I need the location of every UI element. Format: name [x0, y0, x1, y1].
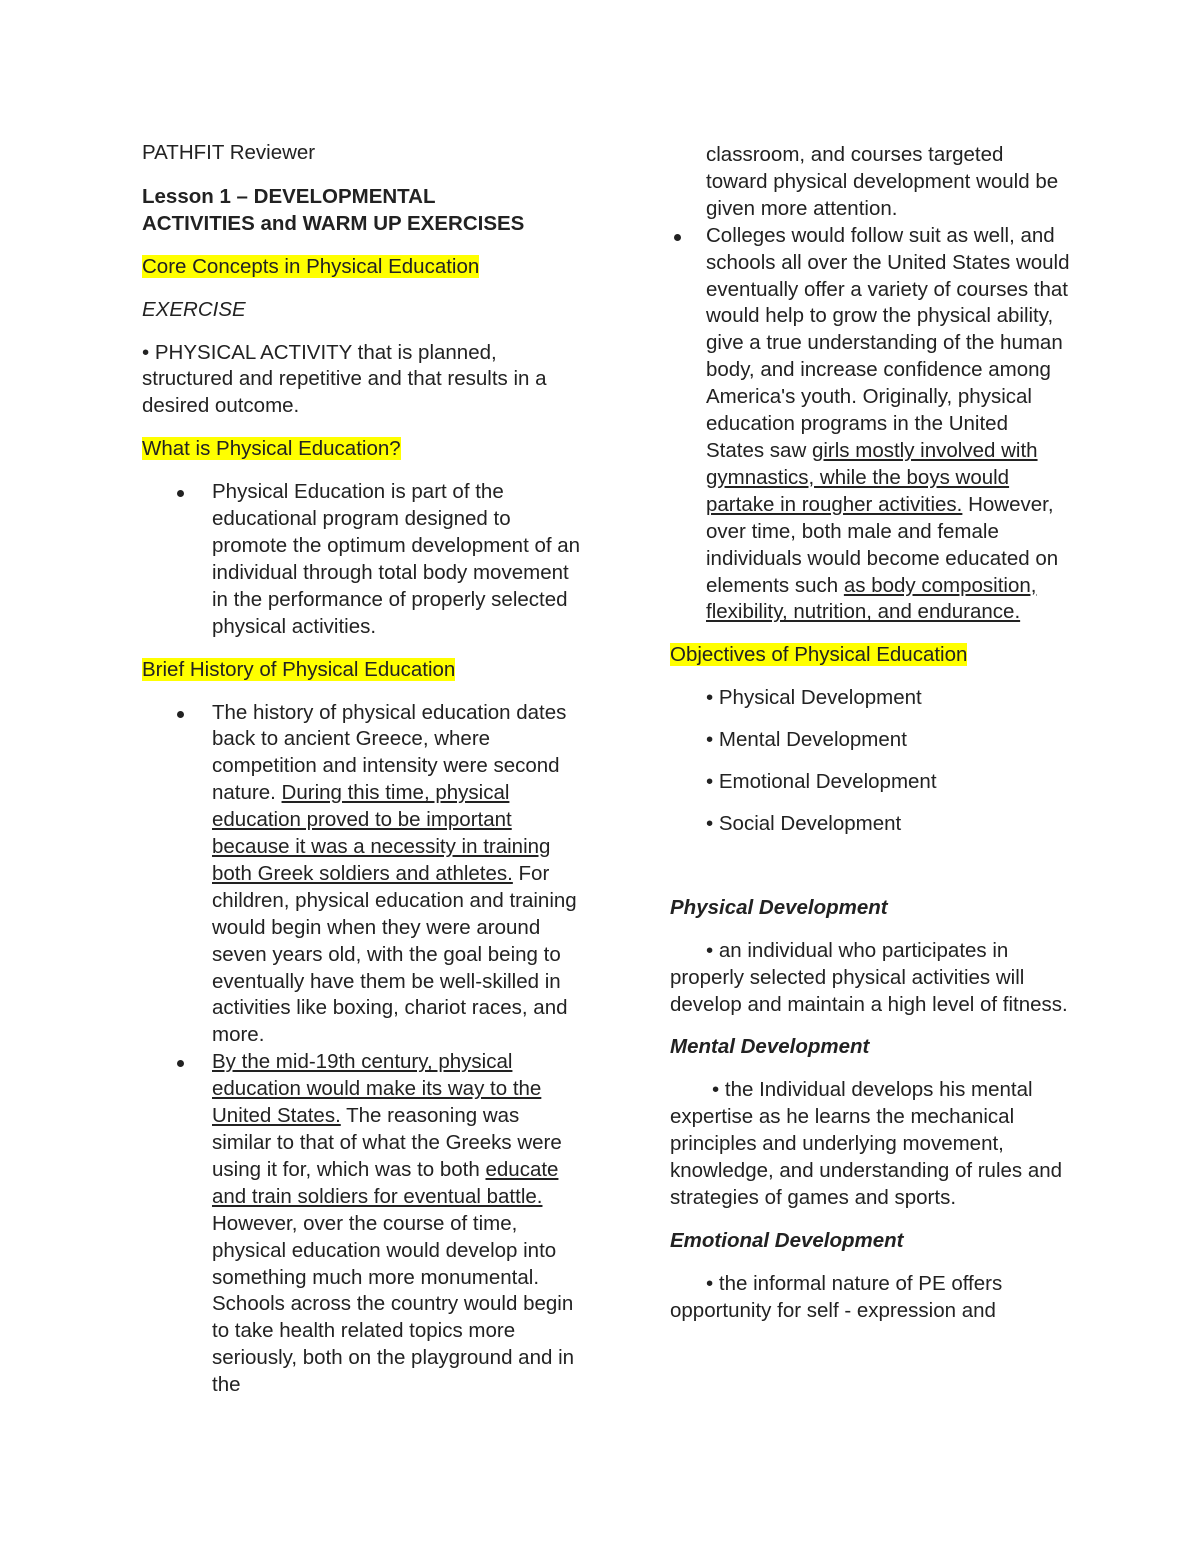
- mental-development-heading: Mental Development: [670, 1035, 870, 1059]
- what-is-pe-list: [142, 479, 582, 640]
- objective-item: • Mental Development: [706, 728, 907, 752]
- history-us-underlined-2: educate and train soldiers for eventual battle.: [212, 1157, 559, 1208]
- history-greece-text-a: The history of physical education dates back to ancient Greece, where competition and intensity were second nature.: [212, 700, 567, 805]
- emotional-development-body: • the informal nature of PE offers opportunity for self - expression and: [670, 1271, 1003, 1322]
- emotional-development-heading: Emotional Development: [670, 1228, 904, 1252]
- core-concepts-heading: [142, 254, 582, 281]
- objective-item: • Emotional Development: [706, 770, 937, 794]
- core-concepts-heading-text: Core Concepts in Physical Education: [142, 254, 480, 278]
- history-us-underlined: By the mid-19th century, physical education would make its way to the United States.: [212, 1050, 542, 1128]
- colleges-text-b: However, over time, both male and female individuals would become educated on elements such: [706, 492, 1059, 597]
- history-bullet-greece: [142, 700, 582, 1050]
- physical-development-body: • an individual who participates in properly selected physical activities will develop and maintain a high level of fitness.: [670, 938, 1068, 1016]
- what-is-pe-heading: [142, 436, 582, 463]
- what-is-pe-bullet: Physical Education is part of the educational program designed to promote the optimum development of an individual through total body movement in the performance of properly selected physical activities.: [142, 479, 582, 640]
- what-is-pe-heading-text: What is Physical Education?: [142, 437, 401, 461]
- document-title: PATHFIT Reviewer: [142, 141, 316, 164]
- objective-item: • Physical Development: [706, 686, 922, 710]
- objectives-heading: [670, 642, 1070, 669]
- brief-history-heading-text: Brief History of Physical Education: [142, 657, 456, 681]
- history-us-text-a: The reasoning was similar to that of what the Greeks were using it for, which was to both: [212, 1104, 562, 1181]
- lesson-heading-line2: ACTIVITIES and WARM UP EXERCISES: [142, 211, 525, 235]
- objectives-heading-text: Objectives of Physical Education: [670, 643, 968, 667]
- physical-development-text: [670, 938, 1070, 1019]
- history-continuation: classroom, and courses targeted toward physical development would be given more attention.: [706, 143, 1059, 220]
- brief-history-heading: [142, 657, 582, 684]
- colleges-underlined: girls mostly involved with gymnastics, while the boys would partake in rougher activities.: [706, 438, 1038, 516]
- emotional-development-text: [670, 1271, 1070, 1325]
- exercise-definition: • PHYSICAL ACTIVITY that is planned, structured and repetitive and that results in a desired outcome.: [142, 340, 547, 418]
- mental-development-body: • the Individual develops his mental expertise as he learns the mechanical principles and underlying movement, knowledge, and understanding of rules and strategies of games and sports.: [670, 1078, 1063, 1209]
- history-greece-underlined: During this time, physical education proved to be important because it was a necessity in training both Greek soldiers and athletes.: [212, 781, 551, 885]
- exercise-label: EXERCISE: [142, 297, 246, 321]
- right-column: [670, 142, 1070, 1341]
- physical-development-heading: Physical Development: [670, 895, 888, 919]
- history-us-text-b: However, over the course of time, physical education would develop into something much more monumental. Schools across the country would begin to take health related topics more seriously, both on the playground and in the: [212, 1211, 575, 1397]
- history-bullet-united-states: [142, 1049, 582, 1399]
- objective-item: • Social Development: [706, 811, 902, 835]
- colleges-underlined-2: as body composition, flexibility, nutrition, and endurance.: [706, 573, 1037, 624]
- colleges-bullet: [670, 223, 1070, 627]
- colleges-list: [670, 223, 1070, 627]
- lesson-heading-line1: Lesson 1 – DEVELOPMENTAL: [142, 184, 436, 208]
- mental-development-text: [670, 1077, 1070, 1212]
- left-column: [142, 140, 582, 1399]
- history-list: [142, 700, 582, 1400]
- lesson-heading: [142, 184, 582, 238]
- history-greece-text-b: For children, physical education and training would begin when they were around seven years old, with the goal being to eventually have them be well-skilled in activities like boxing, chariot races, and more.: [212, 861, 577, 1047]
- colleges-text-a: Colleges would follow suit as well, and schools all over the United States would eventually offer a variety of courses that would help to grow the physical ability, give a true understanding of the human body, and increase confidence among America's youth. Originally, physical education programs in the United States saw: [706, 223, 1070, 462]
